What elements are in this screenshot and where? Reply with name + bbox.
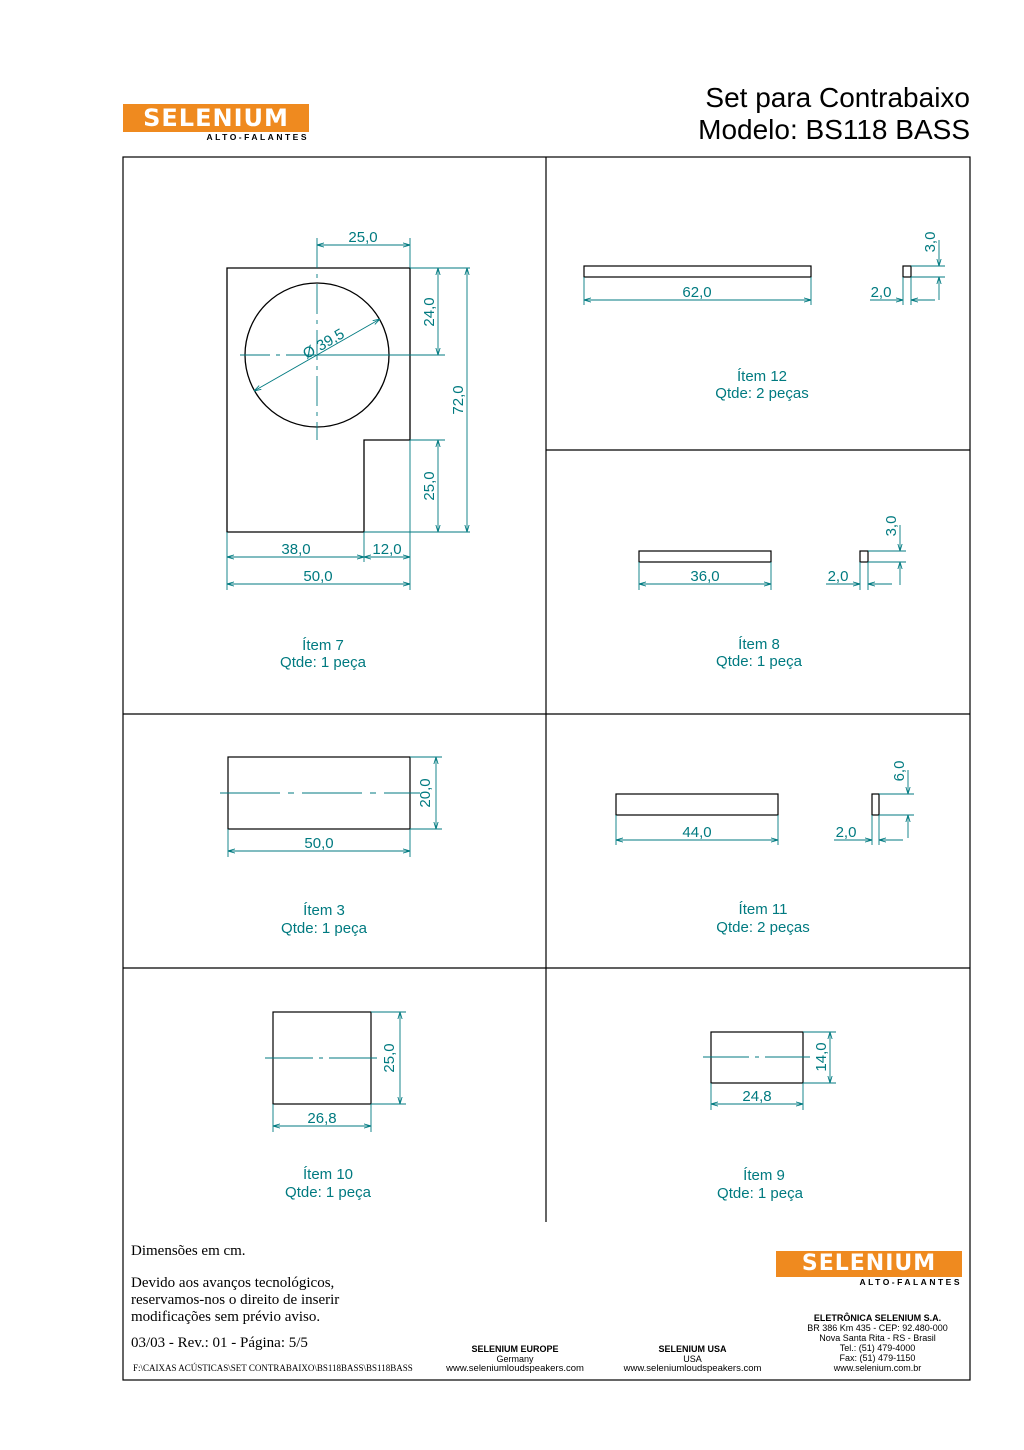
sheet-frame [123, 157, 970, 1380]
usa-title: SELENIUM USA [658, 1344, 727, 1354]
selenium-logo-bottom [776, 1251, 962, 1287]
company-phone: Tel.: (51) 479-4000 [839, 1343, 916, 1353]
item-7-qty: Qtde: 1 peça [280, 654, 366, 671]
item-12-drawing [584, 232, 945, 402]
disclaimer-line-2: reservamos-nos o direito de inserir [131, 1292, 340, 1308]
item-11-drawing [616, 761, 914, 936]
item-3-label: Ítem 3 [303, 902, 345, 919]
item-11-dim-length: 44,0 [682, 824, 712, 841]
item-7-dim-bottom-left: 38,0 [281, 541, 311, 558]
item-11-qty: Qtde: 2 peças [716, 919, 810, 936]
item-12-dim-height: 3,0 [922, 231, 939, 253]
disclaimer [131, 1275, 339, 1326]
units-note: Dimensões em cm. [131, 1243, 246, 1259]
logo-subtext-bottom: ALTO-FALANTES [859, 1277, 962, 1287]
item-7-label: Ítem 7 [302, 637, 344, 654]
item-7-dim-width: 50,0 [303, 568, 333, 585]
company-fax: Fax: (51) 479-1150 [839, 1353, 916, 1363]
item-10-qty: Qtde: 1 peça [285, 1184, 371, 1201]
revision-info: 03/03 - Rev.: 01 - Página: 5/5 [131, 1335, 308, 1351]
item-10-label: Ítem 10 [302, 1166, 354, 1183]
europe-web[interactable]: www.seleniumloudspeakers.com [446, 1363, 584, 1374]
item-11-dim-width: 2,0 [835, 824, 857, 841]
item-12-qty: Qtde: 2 peças [715, 385, 809, 402]
item-9-label: Ítem 9 [743, 1167, 785, 1184]
item-9-qty: Qtde: 1 peça [717, 1185, 803, 1202]
usa-web[interactable]: www.seleniumloudspeakers.com [623, 1363, 762, 1374]
company-web[interactable]: www.selenium.com.br [833, 1363, 922, 1373]
item-11-label: Ítem 11 [738, 901, 788, 918]
usa-country: USA [683, 1354, 702, 1364]
disclaimer-line-1: Devido aos avanços tecnológicos, [131, 1275, 335, 1291]
item-7-dim-right-lower: 25,0 [421, 471, 438, 501]
item-8-dim-height: 3,0 [883, 515, 900, 537]
item-12-label: Ítem 12 [736, 368, 788, 385]
item-7-drawing [227, 229, 470, 671]
logo-subtext: ALTO-FALANTES [206, 132, 309, 142]
item-8-dim-length: 36,0 [690, 568, 720, 585]
item-7-dim-right-upper: 24,0 [421, 297, 438, 327]
item-7-dim-height: 72,0 [450, 385, 467, 415]
item-12-dim-length: 62,0 [682, 284, 712, 301]
europe-country: Germany [496, 1354, 534, 1364]
item-3-dim-length: 50,0 [304, 835, 334, 852]
company-name: ELETRÔNICA SELENIUM S.A. [813, 1313, 942, 1323]
item-11-dim-height: 6,0 [891, 760, 908, 782]
item-9-drawing [703, 1032, 836, 1202]
item-10-drawing [265, 1012, 406, 1201]
title-line-2: Modelo: BS118 BASS [698, 114, 970, 145]
europe-title: SELENIUM EUROPE [471, 1344, 559, 1354]
item-8-qty: Qtde: 1 peça [716, 653, 802, 670]
company-contact [790, 1313, 965, 1373]
item-10-dim-length: 26,8 [307, 1110, 337, 1127]
disclaimer-line-3: modificações sem prévio aviso. [131, 1309, 321, 1325]
item-7-dim-diameter: Ø 39,5 [300, 325, 348, 363]
item-10-dim-height: 25,0 [381, 1043, 398, 1073]
item-3-drawing [220, 757, 442, 937]
logo-text-bottom: SELENIUM [776, 1251, 962, 1277]
company-address-1: BR 386 Km 435 - CEP: 92.480-000 [807, 1323, 948, 1333]
logo-text: SELENIUM [123, 104, 309, 132]
title-line-1: Set para Contrabaixo [705, 82, 970, 113]
item-12-dim-width: 2,0 [870, 284, 892, 301]
item-7-dim-bottom-right: 12,0 [372, 541, 402, 558]
item-7-dim-top: 25,0 [348, 229, 378, 246]
file-path: F:\CAIXAS ACÚSTICAS\SET CONTRABAIXO\BS118BASS\BS118BASS [133, 1363, 413, 1373]
usa-contact [610, 1344, 775, 1374]
item-8-drawing [639, 516, 906, 670]
item-9-dim-length: 24,8 [742, 1088, 772, 1105]
item-8-label: Ítem 8 [738, 636, 780, 653]
item-8-dim-width: 2,0 [827, 568, 849, 585]
europe-contact [440, 1344, 590, 1374]
item-3-qty: Qtde: 1 peça [281, 920, 367, 937]
item-9-dim-height: 14,0 [813, 1042, 830, 1072]
item-3-dim-height: 20,0 [417, 778, 434, 808]
company-address-2: Nova Santa Rita - RS - Brasil [819, 1333, 936, 1343]
